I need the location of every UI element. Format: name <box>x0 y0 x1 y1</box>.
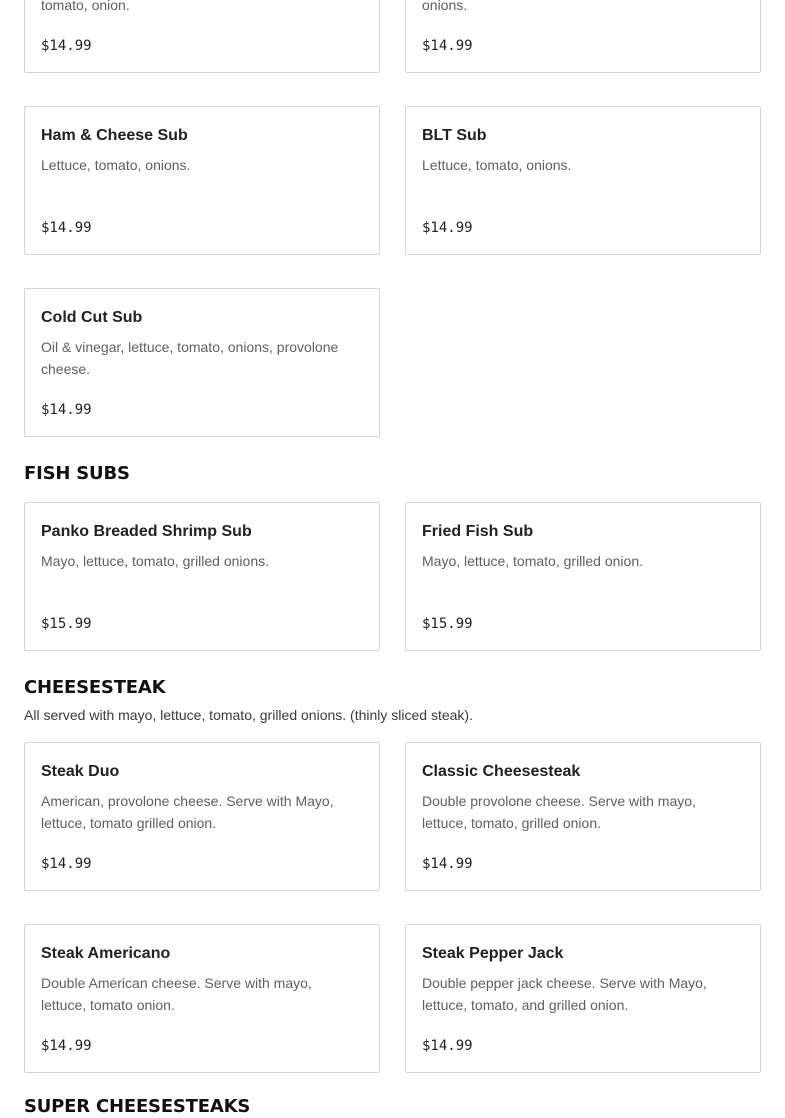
menu-item-name: Panko Breaded Shrimp Sub <box>41 523 252 540</box>
menu-item-card[interactable] <box>24 502 380 651</box>
menu-item-price: $14.99 <box>41 220 92 236</box>
section-title-fish-subs: FISH SUBS <box>24 463 130 484</box>
menu-item-description: Lettuce, tomato, onions. <box>41 157 191 173</box>
menu-item-description: American, provolone cheese. Serve with Mayo, lettuce, tomato grilled onion. <box>41 793 334 831</box>
menu-item-description: onions. <box>422 0 468 13</box>
menu-item-price: $14.99 <box>422 856 473 872</box>
menu-item-price: $14.99 <box>41 38 92 54</box>
menu-item-price: $14.99 <box>41 402 92 418</box>
menu-item-card[interactable] <box>24 0 380 73</box>
menu-item-description: Double American cheese. Serve with mayo, lettuce, tomato onion. <box>41 975 312 1013</box>
menu-item-card[interactable] <box>405 0 761 73</box>
menu-item-description: Mayo, lettuce, tomato, grilled onions. <box>41 553 270 569</box>
menu-item-card[interactable] <box>24 742 380 891</box>
menu-item-name: Steak Americano <box>41 945 171 962</box>
menu-item-card[interactable] <box>405 106 761 255</box>
section-subtitle: All served with mayo, lettuce, tomato, grilled onions. (thinly sliced steak). <box>24 707 473 723</box>
menu-item-name: Fried Fish Sub <box>422 523 534 540</box>
menu-item-card[interactable] <box>405 502 761 651</box>
menu-item-name: Ham & Cheese Sub <box>41 127 188 144</box>
menu-item-price: $14.99 <box>41 856 92 872</box>
menu-item-card[interactable] <box>24 924 380 1073</box>
menu-item-card[interactable] <box>24 106 380 255</box>
menu-item-price: $14.99 <box>422 1038 473 1054</box>
menu-item-price: $14.99 <box>41 1038 92 1054</box>
menu-item-card[interactable] <box>405 924 761 1073</box>
menu-item-price: $15.99 <box>41 616 92 632</box>
menu-item-description: Double provolone cheese. Serve with mayo, lettuce, tomato, grilled onion. <box>422 793 696 831</box>
menu-item-description: tomato, onion. <box>41 0 130 13</box>
menu-item-description: Double pepper jack cheese. Serve with Mayo, lettuce, tomato, and grilled onion. <box>422 975 707 1013</box>
section-title-cheesesteak: CHEESESTEAK <box>24 677 166 698</box>
menu-item-card[interactable] <box>24 288 380 437</box>
menu-item-name: Steak Pepper Jack <box>422 945 564 962</box>
menu-item-card[interactable] <box>405 742 761 891</box>
menu-item-price: $15.99 <box>422 616 473 632</box>
menu-item-description: Oil & vinegar, lettuce, tomato, onions, provolone cheese. <box>41 339 339 377</box>
menu-item-description: Mayo, lettuce, tomato, grilled onion. <box>422 553 644 569</box>
menu-item-description: Lettuce, tomato, onions. <box>422 157 572 173</box>
menu-item-name: Cold Cut Sub <box>41 309 143 326</box>
menu-item-name: Classic Cheesesteak <box>422 763 581 780</box>
menu-item-price: $14.99 <box>422 38 473 54</box>
menu-item-name: BLT Sub <box>422 127 487 144</box>
menu-item-price: $14.99 <box>422 220 473 236</box>
menu-item-name: Steak Duo <box>41 763 120 780</box>
section-title-super-cheesesteaks: SUPER CHEESESTEAKS <box>24 1096 251 1117</box>
